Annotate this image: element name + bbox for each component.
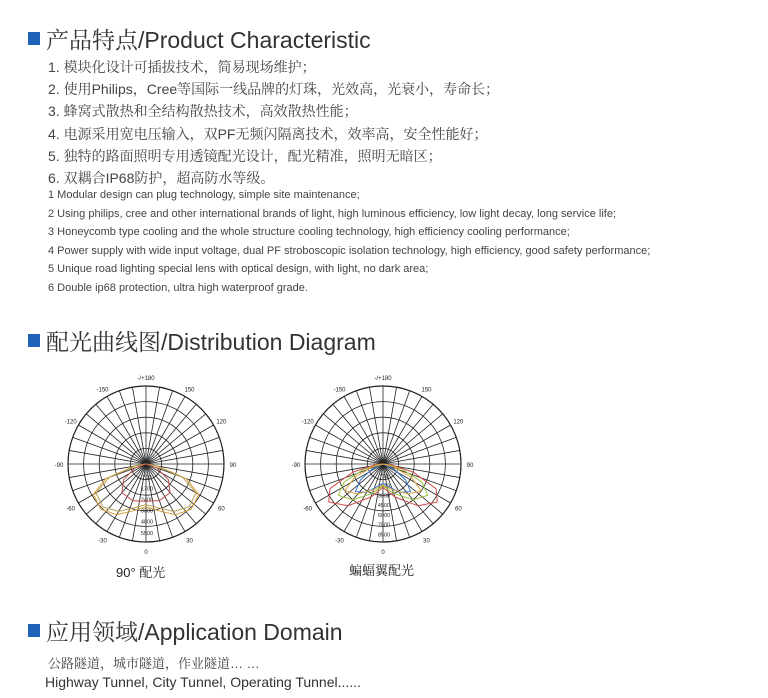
section-marker-icon bbox=[28, 32, 40, 45]
polar-label-p150: 150 bbox=[421, 387, 432, 394]
cn-feature-item: 2. 使用Philips，Cree等国际一线品牌的灯珠，光效高，光衰小，寿命长； bbox=[48, 81, 500, 98]
polar-grid bbox=[46, 367, 246, 557]
polar-label-180: -/+180 bbox=[137, 376, 155, 382]
radial-scale-label: 2400 bbox=[140, 497, 154, 504]
polar-label-n150: -150 bbox=[96, 387, 109, 394]
section-marker-icon bbox=[28, 624, 40, 637]
polar-label-p150: 150 bbox=[184, 387, 195, 394]
en-feature-list bbox=[48, 186, 650, 298]
polar-label-p120: 120 bbox=[216, 419, 227, 426]
polar-label-p90: 90 bbox=[229, 463, 237, 469]
application-en-text: Highway Tunnel, City Tunnel, Operating Tunnel...... bbox=[45, 674, 361, 690]
diagram-caption-90: 90° 配光 bbox=[116, 565, 166, 580]
radial-scale-label: 750 bbox=[379, 473, 389, 480]
en-feature-item: 2 Using philips, cree and other international brands of light, high luminous efficiency, low light decay, long service life; bbox=[48, 207, 617, 220]
polar-label-180: -/+180 bbox=[374, 376, 392, 382]
radial-scale-label: 8500 bbox=[377, 532, 391, 539]
en-feature-item: 4 Power supply with wide input voltage, dual PF stroboscopic isolation technology, high efficiency, good safety performance; bbox=[48, 244, 651, 257]
polar-label-0: 0 bbox=[381, 550, 385, 556]
application-domain-title: 应用领域/Application Domain bbox=[46, 619, 343, 645]
polar-label-p30: 30 bbox=[186, 538, 193, 545]
polar-label-n120: -120 bbox=[301, 419, 314, 426]
distribution-diagram-title: 配光曲线图/Distribution Diagram bbox=[46, 329, 376, 355]
application-domain-heading bbox=[28, 614, 343, 647]
en-feature-item: 5 Unique road lighting special lens with optical design, with light, no dark area; bbox=[48, 263, 429, 276]
polar-label-n30: -30 bbox=[335, 538, 344, 545]
en-feature-item: 3 Honeycomb type cooling and the whole structure cooling technology, high efficiency cooling performance; bbox=[48, 226, 570, 239]
polar-label-n90: -90 bbox=[54, 463, 64, 469]
cn-feature-item: 3. 蜂窝式散热和全结构散热技术，高效散热性能； bbox=[48, 103, 358, 120]
polar-diagram-90 bbox=[46, 367, 246, 557]
polar-label-n150: -150 bbox=[333, 387, 346, 394]
polar-label-p60: 60 bbox=[455, 506, 462, 513]
application-cn-text: 公路隧道，城市隧道，作业隧道… … bbox=[48, 656, 260, 671]
en-feature-item: 1 Modular design can plug technology, simple site maintenance; bbox=[48, 189, 360, 201]
radial-scale-label: 1500 bbox=[377, 483, 391, 490]
cn-feature-list bbox=[48, 56, 499, 189]
polar-label-0: 0 bbox=[144, 550, 148, 556]
diagram-caption-batwing: 蝙蝠翼配光 bbox=[349, 563, 415, 578]
product-characteristic-heading bbox=[28, 22, 371, 55]
radial-scale-label: 5500 bbox=[140, 530, 154, 537]
radial-scale-label: 700 bbox=[142, 475, 152, 482]
radial-scale-label: 4000 bbox=[140, 519, 154, 526]
radial-scale-label: 3000 bbox=[377, 493, 391, 500]
section-marker-icon bbox=[28, 334, 40, 347]
radial-scale-label: 1700 bbox=[140, 486, 154, 493]
polar-label-n30: -30 bbox=[98, 538, 107, 545]
en-feature-item: 6 Double ip68 protection, ultra high waterproof grade. bbox=[48, 281, 308, 294]
cn-feature-item: 1. 模块化设计可插拔技术，简易现场维护； bbox=[48, 59, 316, 75]
polar-label-n60: -60 bbox=[66, 506, 75, 513]
polar-label-p60: 60 bbox=[218, 506, 225, 513]
radial-scale-label: 3300 bbox=[140, 508, 154, 515]
polar-label-p90: 90 bbox=[466, 463, 474, 469]
radial-scale-label: 7500 bbox=[377, 522, 391, 529]
cn-feature-item: 6. 双耦合IP68防护，超高防水等级。 bbox=[48, 170, 275, 187]
polar-label-n120: -120 bbox=[64, 419, 77, 426]
polar-diagram-batwing bbox=[283, 367, 483, 557]
polar-label-p30: 30 bbox=[423, 538, 430, 545]
radial-scale-label: 6000 bbox=[377, 512, 391, 519]
cn-feature-item: 4. 电源采用宽电压输入，双PF无频闪隔离技术，效率高，安全性能好； bbox=[48, 125, 488, 142]
polar-label-n60: -60 bbox=[303, 506, 312, 513]
radial-scale-label: 4500 bbox=[377, 503, 391, 509]
polar-label-n90: -90 bbox=[291, 463, 301, 469]
product-characteristic-title: 产品特点/Product Characteristic bbox=[46, 27, 371, 53]
polar-label-p120: 120 bbox=[453, 419, 464, 426]
cn-feature-item: 5. 独特的路面照明专用透镜配光设计，配光精准，照明无暗区； bbox=[48, 147, 442, 164]
distribution-diagram-heading bbox=[28, 324, 376, 357]
polar-grid bbox=[283, 367, 483, 557]
